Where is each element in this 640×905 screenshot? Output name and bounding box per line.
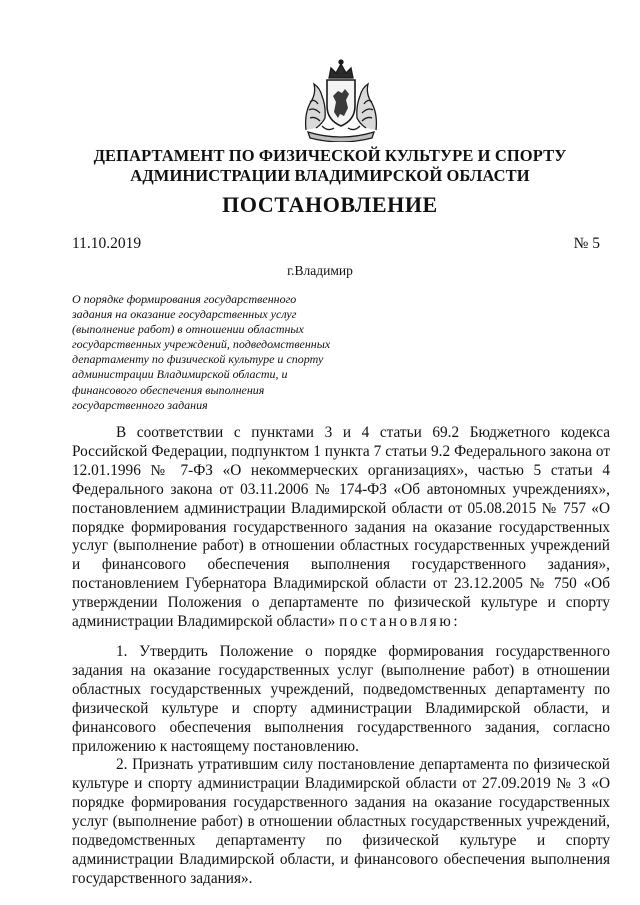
subject-line: администрации Владимирской области, и [72, 367, 288, 382]
item-2-paragraph: 2. Признать утратившим силу постановление департамента по физической культуре и спорту администрации Владимирской области от 27.09.2019 № 3 «О порядке формирования государственного задания на оказание государственных услуг (выполнение работ) в отношении областных государственных учреждений, подведомственных департаменту по физической культуре и спорту администрации Владимирской области, и финансового обеспечения выполнения государственного задания». [72, 756, 610, 887]
subject-line: государственных учреждений, подведомственных [72, 337, 331, 352]
coat-of-arms-emblem-icon [298, 58, 384, 142]
document-type-title: ПОСТАНОВЛЕНИЕ [222, 192, 438, 217]
department-line-1: ДЕПАРТАМЕНТ ПО ФИЗИЧЕСКОЙ КУЛЬТУРЕ И СПОРТУ [93, 146, 567, 165]
subject-line: (выполнение работ) в отношении областных [72, 322, 304, 337]
document-subject [72, 292, 372, 413]
preamble-paragraph [72, 424, 610, 632]
subject-line: О порядке формирования государственного [72, 292, 297, 306]
document-body [72, 424, 610, 889]
document-city: г.Владимир [287, 263, 353, 278]
subject-line: департаменту по физической культуре и спорту [72, 352, 324, 367]
preamble-text: В соответствии с пунктами 3 и 4 статьи 69.2 Бюджетного кодекса Российской Федерации, подпунктом 1 пункта 7 статьи 9.2 Федерального закона от 12.01.1996 № 7-ФЗ «О некоммерческих организациях», частью 5 статьи 4 Федерального закона от 03.11.2006 № 174-ФЗ «Об автономных учреждениях», постановлением администрации Владимирской области от 05.08.2015 № 757 «О порядке формирования государственного задания на оказание государственных услуг (выполнение работ) в отношении областных государственных учреждений и финансового обеспечения выполнения государственного задания», постановлением Губернатора Владимирской области от 23.12.2005 № 750 «Об утверждении Положения о департаменте по физической культуре и спорту администрации Владимирской области» [72, 424, 610, 631]
department-line-2: АДМИНИСТРАЦИИ ВЛАДИМИРСКОЙ ОБЛАСТИ [130, 166, 530, 185]
subject-line: задания на оказание государственных услуг [72, 307, 297, 322]
subject-line: государственного задания [72, 397, 208, 412]
department-name [60, 146, 600, 186]
resolves-word: постановляю: [339, 613, 461, 631]
document-number: № 5 [573, 235, 600, 252]
item-1-paragraph: 1. Утвердить Положение о порядке формирования государственного задания на оказание государственных услуг (выполнение работ) в отношении областных государственных учреждений, подведомственных департаменту по физической культуре и спорту администрации Владимирской области, и финансового обеспечения выполнения государственного задания, согласно приложению к настоящему постановлению. [72, 642, 610, 755]
subject-line: финансового обеспечения выполнения [72, 382, 265, 397]
document-date: 11.10.2019 [72, 235, 142, 252]
